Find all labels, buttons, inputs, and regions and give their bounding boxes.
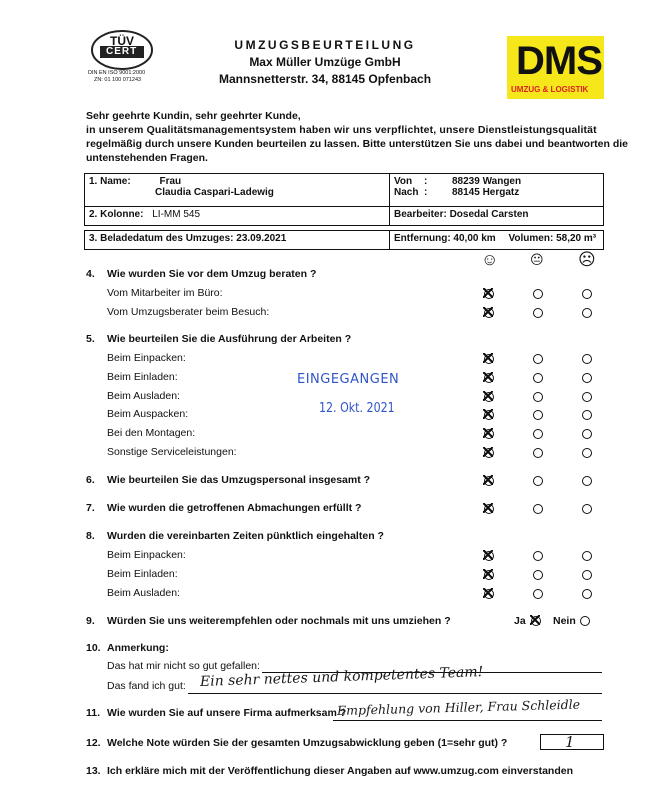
q10-good-handwriting: Ein sehr nettes und kompetentes Team!: [199, 664, 484, 690]
name-value: Claudia Caspari-Ladewig: [155, 187, 274, 198]
q5-item-auspacken: Beim Auspacken:: [107, 408, 189, 420]
q8-einladen-option-bad[interactable]: [582, 570, 592, 580]
q8-text: Wurden die vereinbarten Zeiten pünktlich eingehalten ?: [107, 530, 384, 542]
q8-number: 8.: [86, 530, 95, 542]
sad-face-icon: ☹: [578, 250, 596, 269]
q12-grade-box[interactable]: [540, 734, 604, 750]
received-stamp-date: 12. Okt. 2021: [319, 401, 395, 416]
q4-text: Wie wurden Sie vor dem Umzug beraten ?: [107, 268, 317, 280]
q6-text: Wie beurteilen Sie das Umzugspersonal insgesamt ?: [107, 474, 371, 486]
name-label: 1. Name:: [89, 176, 131, 187]
intro-line-3: regelmäßig durch unsere Kunden beurteilen zu lassen. Bitte unterstützen Sie uns dabei und beantworten die: [86, 138, 629, 150]
q8-einladen-option-neutral[interactable]: [533, 570, 543, 580]
q6-option-good[interactable]: [484, 476, 494, 486]
q11-handwriting: Empfehlung von Hiller, Frau Schleidle: [336, 696, 581, 718]
kolonne-cell: [85, 207, 390, 226]
tuv-logo: [86, 28, 158, 86]
q5-item-montagen: Bei den Montagen:: [107, 427, 196, 439]
dms-logo-text: DMS: [516, 39, 602, 83]
nach-value: 88145 Hergatz: [452, 187, 520, 198]
q13-number: 13.: [86, 765, 101, 777]
customer-info-table: [84, 173, 604, 250]
von-colon: :: [424, 176, 428, 187]
company-name: Max Müller Umzüge GmbH: [249, 55, 401, 69]
q9-ja-label: Ja: [514, 615, 526, 627]
q8-ausladen-option-neutral[interactable]: [533, 589, 543, 599]
q4-buero-option-bad[interactable]: [582, 289, 592, 299]
q5-ausladen-option-neutral[interactable]: [533, 392, 543, 402]
q8-einpacken-option-bad[interactable]: [582, 551, 592, 561]
intro-line-2: in unserem Qualitätsmanagementsystem haben wir uns verpflichtet, unsere Dienstleistungsqualität: [86, 124, 597, 136]
neutral-face-icon: 😐: [530, 252, 544, 267]
dms-logo: [507, 36, 604, 99]
q8-einladen-option-good[interactable]: [484, 570, 494, 580]
q8-ausladen-option-bad[interactable]: [582, 589, 592, 599]
volumen-text: Volumen: 58,20 m³: [508, 233, 597, 244]
q9-text: Würden Sie uns weiterempfehlen oder nochmals mit uns umziehen ?: [107, 615, 451, 627]
q5-auspacken-option-neutral[interactable]: [533, 410, 543, 420]
q12-number: 12.: [86, 737, 101, 749]
q5-einpacken-option-bad[interactable]: [582, 354, 592, 364]
q9-number: 9.: [86, 615, 95, 627]
q7-number: 7.: [86, 502, 95, 514]
entfernung-text: Entfernung: 40,00 km: [394, 233, 496, 244]
intro-line-1: Sehr geehrte Kundin, sehr geehrter Kunde,: [86, 110, 301, 122]
q11-number: 11.: [86, 707, 101, 719]
q5-einladen-option-bad[interactable]: [582, 373, 592, 383]
q13-text: Ich erkläre mich mit der Veröffentlichung dieser Angaben auf www.umzug.com einverstanden: [107, 765, 573, 777]
q5-auspacken-option-bad[interactable]: [582, 410, 592, 420]
name-cell: [85, 174, 390, 207]
q6-option-neutral[interactable]: [533, 476, 543, 486]
q4-buero-option-neutral[interactable]: [533, 289, 543, 299]
q12-text: Welche Note würden Sie der gesamten Umzugsabwicklung geben (1=sehr gut) ?: [107, 737, 508, 749]
tuv-logo-line3: DIN EN ISO 9001:2000: [88, 70, 146, 76]
intro-line-4: untenstehenden Fragen.: [86, 152, 208, 164]
tuv-logo-line2: CERT: [106, 46, 138, 57]
q5-item-einpacken: Beim Einpacken:: [107, 352, 186, 364]
q4-item-besuch: Vom Umzugsberater beim Besuch:: [107, 306, 270, 318]
q5-item-ausladen: Beim Ausladen:: [107, 390, 180, 402]
q8-item-einladen: Beim Einladen:: [107, 568, 178, 580]
kolonne-label: 2. Kolonne:: [89, 209, 144, 220]
q10-good-line[interactable]: [188, 693, 602, 694]
q5-montagen-option-bad[interactable]: [582, 429, 592, 439]
q6-option-bad[interactable]: [582, 476, 592, 486]
received-stamp-label: EINGEGANGEN: [297, 372, 400, 387]
q9-nein-label: Nein: [553, 615, 576, 627]
q11-text: Wie wurden Sie auf unsere Firma aufmerksam ?: [107, 707, 347, 719]
q4-besuch-option-neutral[interactable]: [533, 308, 543, 318]
beladedatum-cell: [85, 231, 390, 250]
bearbeiter-text: Bearbeiter: Dosedal Carsten: [394, 209, 529, 220]
q10-not-good-label: Das hat mir nicht so gut gefallen:: [107, 660, 260, 672]
q4-buero-option-good[interactable]: [484, 289, 494, 299]
q8-ausladen-option-good[interactable]: [484, 589, 494, 599]
beladedatum-text: 3. Beladedatum des Umzuges: 23.09.2021: [89, 233, 287, 244]
q5-einpacken-option-neutral[interactable]: [533, 354, 543, 364]
q8-item-einpacken: Beim Einpacken:: [107, 549, 186, 561]
nach-label: Nach: [394, 187, 419, 198]
q7-option-good[interactable]: [484, 504, 494, 514]
happy-face-icon: ☺: [481, 250, 499, 269]
nach-colon: :: [424, 187, 428, 198]
tuv-logo-line1: TÜV: [110, 34, 134, 48]
q10-text: Anmerkung:: [107, 642, 169, 654]
q5-montagen-option-neutral[interactable]: [533, 429, 543, 439]
q5-einladen-option-neutral[interactable]: [533, 373, 543, 383]
q8-einpacken-option-neutral[interactable]: [533, 551, 543, 561]
q5-auspacken-option-good[interactable]: [484, 410, 494, 420]
form-title: UMZUGSBEURTEILUNG: [234, 38, 416, 52]
dms-logo-subtext: UMZUG & LOGISTIK: [511, 85, 589, 94]
distance-cell: [390, 231, 604, 250]
q10-good-label: Das fand ich gut:: [107, 680, 186, 692]
q4-besuch-option-good[interactable]: [484, 308, 494, 318]
q5-text: Wie beurteilen Sie die Ausführung der Arbeiten ?: [107, 333, 352, 345]
q5-einpacken-option-good[interactable]: [484, 354, 494, 364]
q12-grade-value: 1: [565, 733, 575, 751]
q5-ausladen-option-bad[interactable]: [582, 392, 592, 402]
q5-service-option-bad[interactable]: [582, 448, 592, 458]
q5-number: 5.: [86, 333, 95, 345]
q11-answer-line[interactable]: [333, 720, 602, 721]
q5-service-option-good[interactable]: [484, 448, 494, 458]
q7-option-neutral[interactable]: [533, 504, 543, 514]
q5-einladen-option-good[interactable]: [484, 373, 494, 383]
q8-einpacken-option-good[interactable]: [484, 551, 494, 561]
kolonne-value: LI-MM 545: [152, 209, 201, 220]
route-cell: [390, 174, 604, 207]
tuv-logo-line4: ZN: 01 100 071243: [94, 77, 142, 83]
q9-ja-option[interactable]: [531, 616, 541, 626]
q4-item-buero: Vom Mitarbeiter im Büro:: [107, 287, 223, 299]
q7-text: Wie wurden die getroffenen Abmachungen erfüllt ?: [107, 502, 362, 514]
q4-besuch-option-bad[interactable]: [582, 308, 592, 318]
q5-service-option-neutral[interactable]: [533, 448, 543, 458]
q5-item-service: Sonstige Serviceleistungen:: [107, 446, 237, 458]
q8-item-ausladen: Beim Ausladen:: [107, 587, 180, 599]
q5-ausladen-option-good[interactable]: [484, 392, 494, 402]
name-salutation: Frau: [159, 176, 182, 187]
q5-montagen-option-good[interactable]: [484, 429, 494, 439]
company-address: Mannsnetterstr. 34, 88145 Opfenbach: [218, 72, 432, 86]
q4-number: 4.: [86, 268, 95, 280]
q7-option-bad[interactable]: [582, 504, 592, 514]
von-label: Von: [394, 176, 413, 187]
bearbeiter-cell: [390, 207, 604, 226]
q9-nein-option[interactable]: [580, 616, 590, 626]
q5-item-einladen: Beim Einladen:: [107, 371, 178, 383]
q10-number: 10.: [86, 642, 101, 654]
q6-number: 6.: [86, 474, 95, 486]
von-value: 88239 Wangen: [452, 176, 522, 187]
